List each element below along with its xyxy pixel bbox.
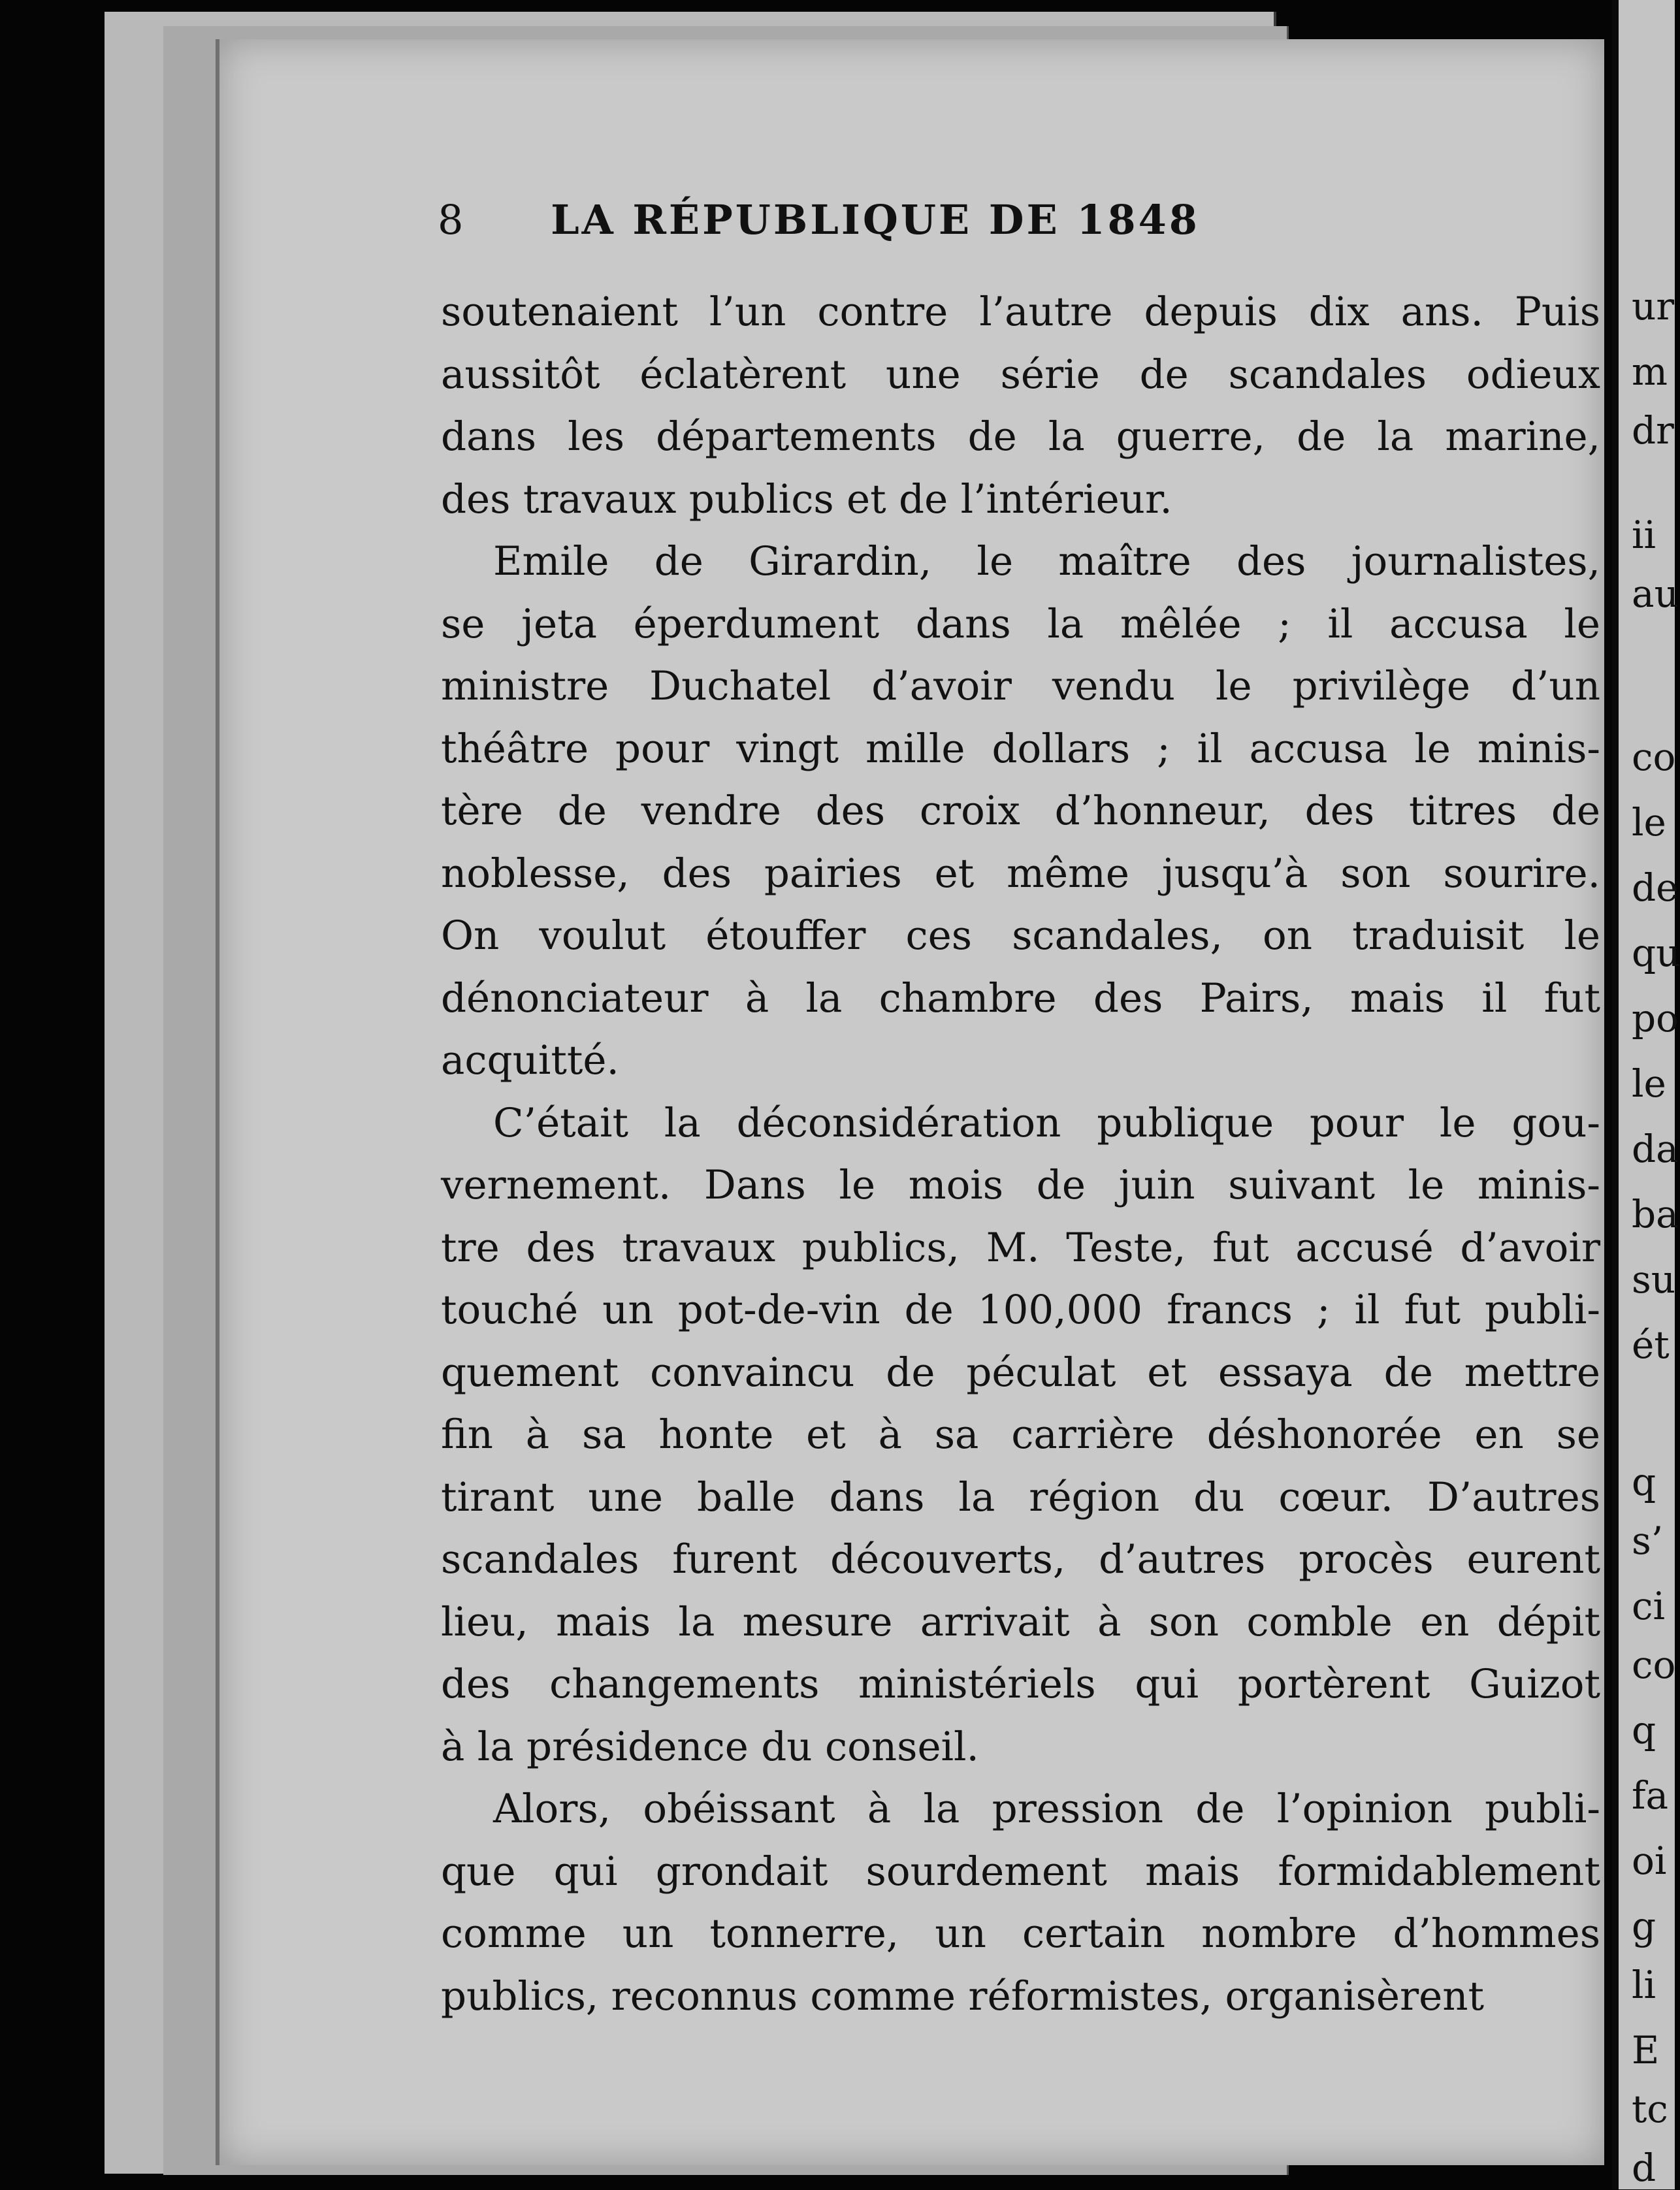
adjacent-page-fragment: po [1632, 996, 1679, 1040]
text-line: des travaux publics et de l’intérieur. [441, 475, 1172, 523]
adjacent-page-fragment: dr [1632, 408, 1674, 453]
text-line: tère de vendre des croix d’honneur, des titres de [441, 788, 1600, 834]
adjacent-page-edge [1619, 0, 1680, 2190]
adjacent-page-fragment: d [1632, 2146, 1656, 2190]
adjacent-page-fragment: au [1632, 572, 1679, 616]
page-number: 8 [438, 196, 464, 244]
text-line: touché un pot-de-vin de 100,000 francs ; il fut publi- [441, 1287, 1600, 1333]
text-line: fin à sa honte et à sa carrière déshonorée en se [441, 1411, 1600, 1458]
text-line: acquitté. [441, 1037, 619, 1084]
adjacent-page-fragment: ii [1632, 513, 1656, 557]
text-line: que qui grondait sourdement mais formidablement [441, 1848, 1600, 1895]
text-line: publics, reconnus comme réformistes, organisèrent [441, 1973, 1485, 2020]
adjacent-page-fragment: le [1632, 1061, 1666, 1106]
adjacent-page-fragment: tc [1632, 2087, 1668, 2131]
text-line: Emile de Girardin, le maître des journalistes, [493, 538, 1600, 585]
text-line: lieu, mais la mesure arrivait à son comble en dépit [441, 1598, 1600, 1645]
text-line: se jeta éperdument dans la mêlée ; il accusa le [441, 600, 1600, 647]
text-line: Alors, obéissant à la pression de l’opinion publi- [493, 1786, 1600, 1832]
text-line: ministre Duchatel d’avoir vendu le privilège d’un [441, 663, 1600, 709]
text-line: dénonciateur à la chambre des Pairs, mais il fut [441, 974, 1600, 1022]
running-header [438, 196, 1313, 248]
adjacent-page-fragment: de [1632, 865, 1679, 910]
text-line: dans les départements de la guerre, de la marine, [441, 413, 1600, 460]
adjacent-page-fragment: co [1632, 1643, 1676, 1687]
text-line: scandales furent découverts, d’autres procès eurent [441, 1536, 1600, 1583]
adjacent-page-fragment: co [1632, 735, 1676, 779]
adjacent-page-fragment: m [1632, 349, 1668, 394]
adjacent-page-fragment: qu [1632, 931, 1680, 975]
adjacent-page-fragment: s’ [1632, 1519, 1664, 1563]
adjacent-page-fragment: q [1632, 1708, 1656, 1752]
adjacent-page-fragment: li [1632, 1963, 1656, 2007]
text-line: On voulut étouffer ces scandales, on traduisit le [441, 912, 1600, 959]
text-line: C’était la déconsidération publique pour le gou- [493, 1099, 1600, 1146]
adjacent-page-fragment: fa [1632, 1773, 1669, 1818]
adjacent-page-fragment: ci [1632, 1584, 1666, 1628]
adjacent-page-fragment: su [1632, 1257, 1676, 1302]
gutter-edge [1612, 0, 1619, 2189]
adjacent-page-fragment: q [1632, 1460, 1656, 1504]
text-line: des changements ministériels qui portèrent Guizot [441, 1661, 1600, 1707]
text-line: tre des travaux publics, M. Teste, fut accusé d’avoir [441, 1224, 1600, 1271]
adjacent-page-fragment: da [1632, 1127, 1679, 1171]
text-line: noblesse, des pairies et même jusqu’à son sourire. [441, 850, 1600, 897]
adjacent-page-fragment: oi [1632, 1839, 1667, 1883]
adjacent-page-fragment: ba [1632, 1192, 1679, 1236]
adjacent-page-fragment: E [1632, 2028, 1660, 2072]
text-line: tirant une balle dans la région du cœur. D’autres [441, 1473, 1600, 1521]
adjacent-page-fragment: ét [1632, 1323, 1670, 1367]
text-line: vernement. Dans le mois de juin suivant le minis- [441, 1162, 1600, 1208]
body-text [441, 281, 1600, 2027]
text-line: quement convaincu de péculat et essaya de mettre [441, 1349, 1600, 1396]
text-line: comme un tonnerre, un certain nombre d’hommes [441, 1910, 1600, 1957]
running-title: LA RÉPUBLIQUE DE 1848 [551, 196, 1200, 244]
text-line: soutenaient l’un contre l’autre depuis dix ans. Puis [441, 289, 1600, 335]
adjacent-page-fragment: le [1632, 800, 1666, 845]
text-line: théâtre pour vingt mille dollars ; il accusa le minis- [441, 725, 1600, 772]
text-line: à la présidence du conseil. [441, 1723, 979, 1770]
adjacent-page-fragment: g [1632, 1904, 1656, 1948]
text-line: aussitôt éclatèrent une série de scandales odieux [441, 351, 1600, 398]
adjacent-page-fragment: ur [1632, 284, 1675, 329]
